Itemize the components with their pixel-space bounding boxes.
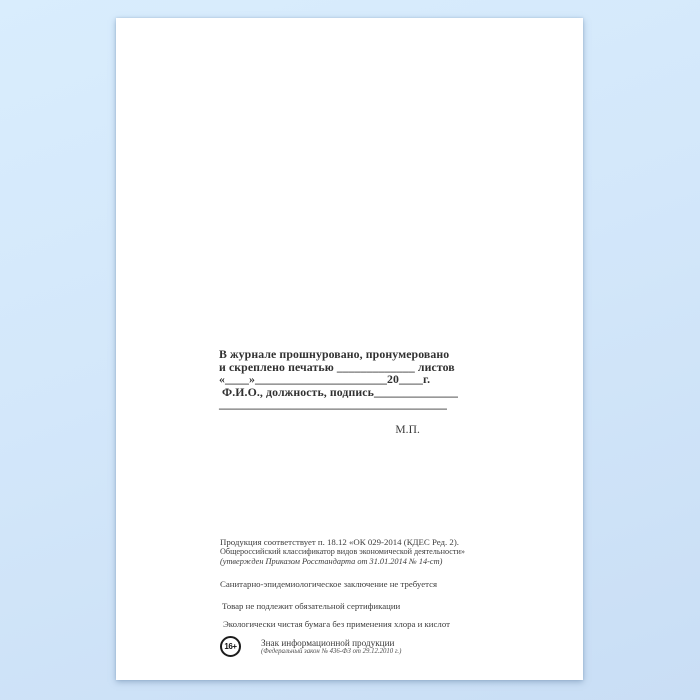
conformity-line-2: Общероссийский классификатор видов экономической деятельности»: [220, 547, 465, 556]
sanitary-statement: Санитарно-эпидемиологическое заключение не требуется: [220, 579, 438, 589]
conformity-paragraph: [220, 537, 560, 566]
binding-line-name-position-signature: Ф.И.О., должность, подпись______________: [222, 384, 458, 399]
binding-line-underline: ______________________________________: [219, 397, 447, 411]
information-product-sign: [220, 636, 560, 657]
conformity-line-3: (утвержден Приказом Росстандарта от 31.01.2014 № 14-ст): [220, 556, 443, 566]
eco-statement: Экологически чистая бумага без применения хлора и кислот: [223, 619, 450, 629]
binding-line-1: В журнале прошнуровано, пронумеровано: [219, 347, 450, 361]
info-sign-texts: [261, 638, 401, 656]
binding-line-date: «____»______________________20____г.: [219, 372, 431, 386]
document-page: [116, 18, 583, 680]
binding-statement: [219, 347, 458, 436]
stamp-place-mark: М.П.: [395, 423, 420, 436]
imprint-footer: [220, 537, 560, 657]
binding-line-sheets: и скреплено печатью _____________ листов: [219, 359, 455, 374]
age-16-plus-icon: 16+: [220, 636, 241, 657]
conformity-line-1: Продукция соответствует п. 18.12 «ОК 029-2014 (КДЕС Ред. 2).: [220, 537, 459, 547]
info-sign-law-reference: (Федеральный закон № 436-ФЗ от 29.12.2010 г.): [261, 647, 402, 655]
certification-statement: Товар не подлежит обязательной сертификации: [222, 601, 401, 611]
info-sign-title: Знак информационной продукции: [261, 637, 395, 648]
